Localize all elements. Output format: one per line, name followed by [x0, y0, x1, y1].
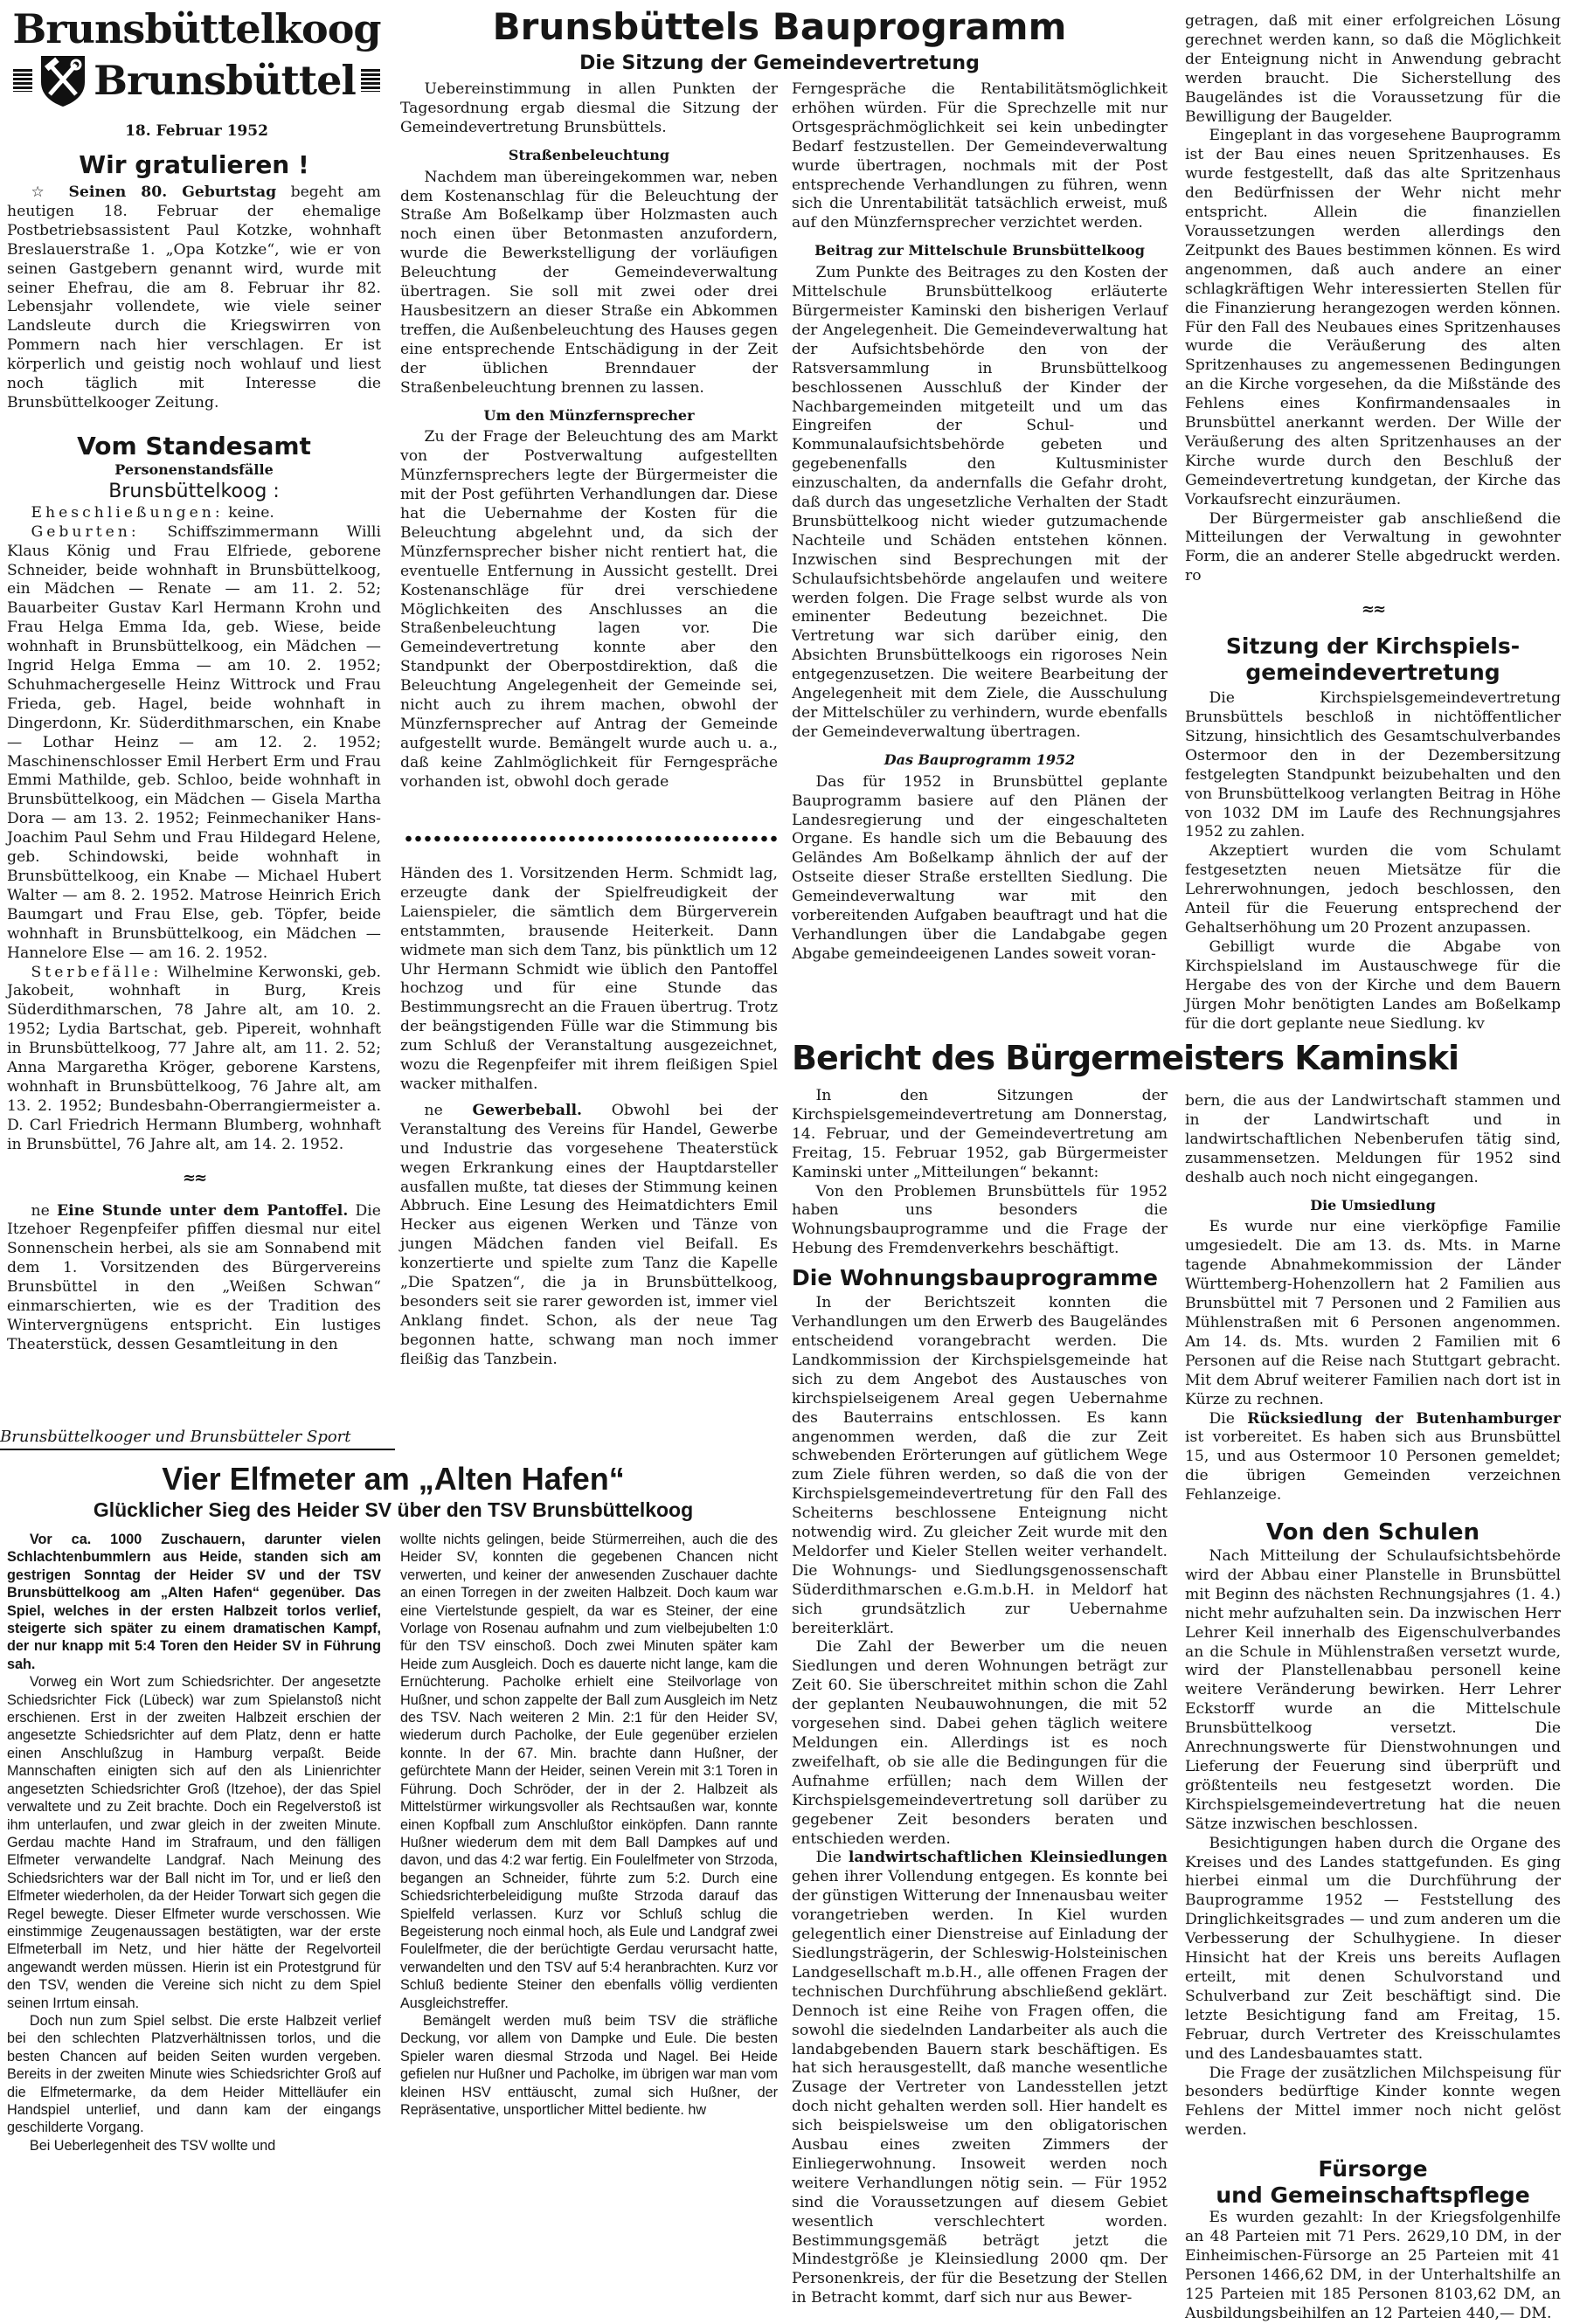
kirchspiel-p3: Gebilligt wurde die Abgabe von Kirchspielsland im Austauschwege für die Hergabe des von der Kirche und dem Bauern Jürgen Mohr benötigten Landes am Boßelkamp für die dort geplante neue Siedlung. kv: [1185, 937, 1561, 1033]
heading-umsiedlung: Die Umsiedlung: [1310, 1196, 1436, 1214]
sport-section-header: Brunsbüttelkooger und Brunsbütteler Sport: [0, 1428, 395, 1450]
heading-mittelschule: Beitrag zur Mittelschule Brunsbüttelkoog: [814, 242, 1145, 259]
schulen-p2: Besichtigungen haben durch die Organe des Kreises und des Landes stattgefunden. Es ging hierbei einmal um die Durchführung der Bauprogramme 1952 — Feststellung des Dringlichkeitsgrades — und zum anderen um die Verbesserung der Schulhygiene. In dieser Hinsicht hat der Kreis uns bereits Auflagen erteilt, mit denen Schulvorstand und Schulverband zur Zeit beschäftigt sind. Die letzte Besichtigung fand am Freitag, 15. Februar, durch Vertreter des Kreisschulamtes und des Landesbauamtes statt.: [1185, 1834, 1561, 2063]
bauprogramm-headline: Brunsbüttels Bauprogramm: [492, 5, 1067, 48]
sport-p5: Bemängelt werden muß beim TSV die sträfliche Deckung, vor allem von Dampke und Eule. Die besten Spieler waren diesmal Strzoda und Nagel. Bei Heide gefielen nur Hußner und Pacholke, im übrigen war man vom kleinen HSV enttäuscht, zumal sich Hußner, der Repräsentative, unsportlicher Mittel bediente. hw: [400, 2012, 778, 2118]
column-center-left-lower: [400, 865, 778, 1370]
schulen-p3: Die Frage der zusätzlichen Milchspeisung für besonders bedürftige Kinder konnte wegen Fehlens der Mittel immer noch nicht gelöst werden.: [1185, 2064, 1561, 2140]
masthead-title-row2: [0, 52, 393, 108]
sport-p2: Doch nun zum Spiel selbst. Die erste Halbzeit verlief bei den schlechten Platzverhältnissen torlos, und die besten Chancen auf beiden Seiten wurden vergeben. Bereits in der zweiten Minute wies Schiedsrichter Groß auf die Elfmetermarke, da dem Heider Mittelläufer ein Handspiel unterlief, und dann kam der eingangs geschilderte Vorgang.: [7, 2012, 381, 2136]
column-center-right: [792, 80, 1168, 965]
author-signature: kv: [1466, 1014, 1485, 1033]
standesamt-subtitle: Personenstandsfälle: [114, 460, 274, 478]
sport-column-right: [400, 1531, 778, 2119]
heading-schulen: Von den Schulen: [1265, 1519, 1480, 1546]
kleinsiedlungen-text: Die landwirtschaftlichen Kleinsiedlungen gehen ihrer Vollendung entgegen. Es konnte bei der günstigen Witterung der Innenausbau weiter vorangetrieben werden. In Kiel wurden gelegentlich einer Dienstreise auf Einladung der Siedlungsträgerin, der Schleswig-Holsteinischen Landgesellschaft m.b.H., alle offenen Fragen der technischen Durchführung abschließend geklärt. Dennoch ist eine Reihe von Fragen offen, die sowohl die siedelnden Landarbeiter als auch die landabgebenden Bauern stark beschäftigen. Es hat sich herausgestellt, daß manche wesentliche Zusage der Vertreter von Landesstellen jetzt doch nicht gehalten werden soll. Hier handelt es sich beispielsweise um den obligatorischen Ausbau eines zweiten Zimmers der Einliegerwohnung. Insoweit werden noch weitere Verhandlungen nötig sein. — Für 1952 sind die Voraussetzungen auf diesem Gebiet wesentlich verschlechtert worden. Bestimmungsgemäß beträgt jetzt die Mindestgröße je Kleinsiedlung 2000 qm. Der Personenkreis, der für die Besetzung der Stellen in Betracht kommt, darf sich nur aus Bewer-: [792, 1849, 1168, 2307]
gratulation-text: ☆ Seinen 80. Geburtstag begeht am heutigen 18. Februar der ehemalige Postbetriebsassistent Paul Kotzke, wohnhaft Breslauerstraße 1. „Opa Kotzke“, wie er von seinen Gastgebern genannt wird, wurde mit seiner Ehefrau, die am 8. Februar ihr 82. Lebensjahr vollendete, wie viele seiner Landsleute durch die Kriegswirren von Pommern nach hier verschlagen. Er ist körperlich und geistig noch wohlauf und liest noch täglich mit Interesse die Brunsbüttelkooger Zeitung.: [7, 183, 381, 412]
heading-wohnungsbauprogramme: Die Wohnungsbauprogramme: [792, 1265, 1158, 1291]
bauprogramm-continued: getragen, daß mit einer erfolgreichen Lösung gerechnet werden kann, so daß die Möglichkeit der Enteignung nicht in Anwendung gebracht werden braucht. Die Sicherstellung des Baugeländes ist die Voraussetzung für die Bewilligung der Baugelder.: [1185, 12, 1561, 126]
issue-date: 18. Februar 1952: [125, 122, 268, 140]
bericht-headline: Bericht des Bürgermeisters Kaminski: [792, 1039, 1459, 1077]
separator-ornament: ≈≈: [1361, 600, 1385, 619]
coat-of-arms-icon: [38, 52, 88, 108]
strassenbeleuchtung-text: Nachdem man übereingekommen war, neben dem Kostenanschlag für die Beleuchtung der Straße Am Boßelkamp über Holzmasten auch noch einen über Betonmasten anzufordern, wurde die Bewerkstelligung der vorläufigen Beleuchtung der Gemeindeverwaltung übertragen. Sie soll mit zwei oder drei Hausbesitzern an dieser Straße ein Abkommen treffen, die Außenbeleuchtung des Hauses gegen eine entsprechende Entschädigung in der Zeit der üblichen Brenndauer der Straßenbeleuchtung brennen zu lassen.: [400, 168, 778, 397]
column-center-left: [400, 80, 778, 792]
bericht-intro: In den Sitzungen der Kirchspielsgemeindevertretung am Donnerstag, 14. Februar, und der Gemeindevertretung am Freitag, 15. Februar 1952, gab Bürgermeister Kaminski unter „Mitteilungen“ bekannt:: [792, 1087, 1168, 1181]
wohnung-p1: In der Berichtszeit konnten die Verhandlungen um den Erwerb des Baugeländes entscheidend vorangebracht werden. Die Landkommission der Kirchspielsgemeinde hat sich zu dem Angebot des Austausches von kirchspielseigenem Areal gegen Uebernahme des Bauterrains entschlossen. Es kann angenommen werden, daß die zur Zeit schwebenden Erörterungen auf gütlichem Wege zum Ziele führen werden, so daß die von der Kirchspielsgemeindevertretung für den Fall des Scheiterns beschlossene Enteignung nicht notwendig wird. Zu gleicher Zeit wurde mit den Meldorfer und Kieler Stellen weiter verhandelt. Die Wohnungs- und Siedlungsgenossenschaft Süderdithmarschen e.G.m.b.H. in Meldorf hat sich grundsätzlich zur Uebernahme bereiterklärt.: [792, 1294, 1168, 1637]
pantoffel-continued: Händen des 1. Vorsitzenden Herm. Schmidt lag, erzeugte dank der Spielfreudigkeit der Laienspieler, die sämtlich dem Bürgerverein entstammten, brausende Heiterkeit. Dann widmete man sich dem Tanz, bis pünktlich um 12 Uhr Hermann Schmidt wie üblich den Pantoffel hochzog und für eine Stunde das Bestimmungsrecht an die Frauen übertrug. Trotz der beängstigenden Fülle war die Stimmung bis zum Schluß der Veranstaltung ausgezeichnet, wozu die Regenpfeifer mit ihrem fleißigen Spiel wacker mithalfen.: [400, 865, 778, 1093]
heading-bauprogramm-1952: Das Bauprogramm 1952: [884, 750, 1076, 768]
standesamt-place: Brunsbüttelkoog :: [108, 480, 280, 502]
pantoffel-article: ne Eine Stunde unter dem Pantoffel. Die Itzehoer Regenpfeifer pfiffen diesmal nur eitel Sonnenschein herbei, als sie am Sonnabend mit dem 1. Vorsitzenden des Bürgervereins Brunsbüttel in den „Weißen Schwan“ einmarschierten, wie es der Tradition des Wintervergnügens entspricht. Ein lustiges Theaterstück, dessen Gesamtleitung in den: [7, 1201, 381, 1353]
kirchspiel-title-line2: gemeindevertretung: [1245, 660, 1500, 686]
masthead: [0, 0, 393, 140]
sport-headline: Vier Elfmeter am „Alten Hafen“: [162, 1461, 625, 1497]
heading-strassenbeleuchtung: Straßenbeleuchtung: [508, 146, 670, 163]
umsiedlung-text: Es wurde nur eine vierköpfige Familie umgesiedelt. Die am 13. ds. Mts. in Marne tagende Abnahmekommission der Länder Württemberg-Hohenzollern hat 2 Familien aus Brunsbüttel mit 7 Personen und 2 Familien aus Mühlenstraßen mit 6 Personen angenommen. Am 14. ds. Mts. wurden 2 Familien mit 6 Personen auf die Reise nach Stuttgart gebracht. Mit dem Abruf weiterer Familien nach dort ist in Kürze zu rechnen.: [1185, 1218, 1561, 1408]
column-left: [7, 150, 381, 1355]
author-signature: ro: [1185, 567, 1202, 585]
heading-muenzfernsprecher: Um den Münzfernsprecher: [483, 406, 695, 424]
sport-p4: wollte nichts gelingen, beide Stürmerreihen, auch die des Heider SV, konnten die gegebenen Chancen nicht verwerten, und keiner der anwesenden Zuschauer dachte an einen Torregen in der zweiten Halbzeit. Doch kaum war eine Viertelstunde gespielt, da war es Steiner, der eine Vorlage von Rosenau aufnahm und zum vielbejubelten 1:0 für den TSV einschoß. Doch zwei Minuten später kam Heide zum Ausgleich. Doch es dauerte nicht lange, kam die Ernüchterung. Pacholke erhielt eine Steilvorlage von Hußner, und schon zappelte der Ball zum Ausgleich im Netz des TSV. Nach weiteren 2 Min. 2:1 für den Heider SV, wiederum durch Pacholke, der Eule gegenüber erzielen konnte. In der 67. Min. brachte dann Hußner, der gefürchtete Mann der Heider, seinen Verein mit 3:1 Toren in Führung. Doch Schröder, der in der 2. Halbzeit als Mittelstürmer wirkungsvoller als Rechtsaußen war, konnte einen Kopfball zum Anschlußtor einköpfen. Dann rannte Hußner wiederum dem mit dem Ball Dampkes auf und davon, und das 4:2 war fertig. Ein Foulelfmeter von Strzoda, begangen an Schneider, führte zum 5:2. Durch eine Schiedsrichterbeleidigung mußte Strzoda darauf das Spielfeld verlassen. Kurz vor Schluß schlug die Begeisterung noch einmal hoch, als Eule und Landgraf zwei Foulelfmeter, die der berüchtigte Gerdau verursacht hatte, verwandelten und den TSV auf 5:4 heranbrachten. Kurz vor Schluß bediente Steiner den ebenfalls völlig verdienten Ausgleichstreffer.: [400, 1532, 778, 2011]
star-icon: ☆: [31, 183, 54, 201]
diamond-rule: [404, 835, 778, 842]
sport-column-left: [7, 1531, 381, 2155]
standesamt-marriages: Eheschließungen: keine.: [31, 503, 274, 522]
kirchspiel-p1: Die Kirchspielsgemeindevertretung Brunsbüttels beschloß in nichtöffentlicher Sitzung, hinsichtlich des Gesamtschulverbandes Ostermoor den in der Dezembersitzung festgelegten Standpunkt beizubehalten und den von Brunsbüttelkoog verlangten Beitrag in Höhe von 1032 DM im Laufe des Rechnungsjahres 1952 zu zahlen.: [1185, 689, 1561, 841]
kleinsiedlungen-continued: bern, die aus der Landwirtschaft stammen und in der Landwirtschaft und in landwirtschaftlichen Nebenberufen tätig sind, zusammensetzen. Meldungen für 1952 sind deshalb auch noch nicht eingegangen.: [1185, 1092, 1561, 1186]
standesamt-title: Vom Standesamt: [77, 431, 311, 460]
sport-lead: Vor ca. 1000 Zuschauern, darunter vielen Schlachtenbummlern aus Heide, standen sich am gestrigen Sonntag der Heider SV und der TSV Brunsbüttelkoog am „Alten Hafen“ gegenüber. Das Spiel, welches in der ersten Halbzeit torlos verlief, steigerte sich später zu einem dramatischen Kampf, der nur knapp mit 5:4 Toren den Heider SV in Führung sah.: [7, 1532, 381, 1672]
bauprogramm-intro: Uebereinstimmung in allen Punkten der Tagesordnung ergab diesmal die Sitzung der Gemeindevertretung Brunsbüttels.: [400, 80, 778, 136]
muenzfernsprecher-continued: Ferngespräche die Rentabilitätsmöglichkeit erhöhen würden. Für die Sprechzelle mit nur Ortsgesprächmöglichkeit sei kein unbedingter Bedarf festzustellen. Der Gemeindeverwaltung wurde übertragen, nochmals mit der Post entsprechende Verhandlungen zu führen, wenn sich die Unrentabilität tatsächlich erweist, muß auf den Münzfernsprecher verzichtet werden.: [792, 80, 1168, 232]
bauprogramm-1952-text: Das für 1952 in Brunsbüttel geplante Bauprogramm basiere auf den Plänen der Landesregierung und der eingeschalteten Organe. Es handle sich um die Bebauung des Geländes Am Boßelkamp ähnlich der auf der Ostseite dieser Straße erstellten Siedlung. Die Gemeindeverwaltung war mit den vorbereitenden Aufgaben beauftragt und hat die Verhandlungen über die Landabgabe gegen Abgabe gemeindeeigenen Landes soweit voran-: [792, 772, 1168, 963]
sport-p1: Vorweg ein Wort zum Schiedsrichter. Der angesetzte Schiedsrichter Fick (Lübeck) war zum Spielanstoß nicht erschienen. Erst in der zweiten Halbzeit erschien der angesetzte Schiedsrichter auf dem Platz, denn er hatte einen Anschlußzug in Hamburg verpaßt. Beide Mannschaften einigten sich auf den als Linienrichter angesetzten Schiedsrichter Groß (Itzehoe), der das Spiel verwaltete und zu Zeit brachte. Doch ein Regelverstoß ist ihm unterlaufen, und zwar gleich in der zweiten Minute. Gerdau machte Hand im Strafraum, und den fälligen Elfmeter verwandelte Landgraf. Nach Meinung des Schiedsrichters war der Ball nicht im Tor, und er ließ den Elfmeter wiederholen, da der Heider Torwart sich gegen die Regel bewegte. Dieser Elfmeter wurde verschossen. Wie einstimmige Zeugenaussagen bestätigten, war der erste Elfmeterball im Netz, und hier hätte der Regelvorteil angewandt werden müssen. Hierin ist ein Protestgrund für den TSV, wenden die Vereine sich nicht zu dem Spiel seinen Irrtum einsah.: [7, 1674, 381, 2011]
spritzenhaus-text: Eingeplant in das vorgesehene Bauprogramm ist der Bau eines neuen Spritzenhauses. Es wurde festgestellt, daß das alte Spritzenhaus den Bedürfnissen der Wehr nicht mehr entspricht. Allein die finanziellen Voraussetzungen werden allerdings den Zeitpunkt des Baues bestimmen können. Es wird angenommen, daß auch andere an einer schlagkräftigen Wehr interessierten Stellen für die Finanzierung herangezogen werden können. Für den Fall des Neubaues eines Spritzenhauses wurde die Veräußerung des alten Spritzenhauses zu angemessenen Bedingungen an die Kirche vorgesehen, da die Mißstände des Fehlens eines Konfirmandensaales in Brunsbüttel anerkannt werden. Der Wille der Veräußerung des alten Spritzenhauses an der Kirche wurde durch den Beschluß der Gemeindevertretung kundgetan, der Kirche das Vorkaufsrecht einzuräumen.: [1185, 127, 1561, 508]
heading-fuersorge-line2: und Gemeinschaftspflege: [1216, 2182, 1530, 2209]
ruecksiedlung-text: Die Rücksiedlung der Butenhamburger ist vorbereitet. Es haben sich aus Brunsbüttel 15, und aus Ostermoor 10 Personen gemeldet; die übrigen Gemeinden verzeichnen Fehlanzeige.: [1185, 1409, 1561, 1504]
bericht-p2: Von den Problemen Brunsbüttels für 1952 haben uns besonders die Wohnungsbauprogramme und die Frage der Hebung des Fremdenverkehrs beschäftigt.: [792, 1182, 1168, 1258]
separator-ornament: ≈≈: [182, 1168, 206, 1187]
kirchspiel-p2: Akzeptiert wurden die vom Schulamt festgesetzten neuen Mietsätze für die Lehrerwohnungen, jedoch beschlossen, den Anteil für die Feuerung entsprechend der Gehaltserhöhung um 20 Prozent anzupassen.: [1185, 842, 1561, 937]
heading-fuersorge-line1: Fürsorge: [1318, 2156, 1428, 2182]
author-signature: hw: [688, 2102, 707, 2118]
mittelschule-text: Zum Punkte des Beitrages zu den Kosten der Mittelschule Brunsbüttelkoog erläuterte Bürgermeister Kaminski den bisherigen Verlauf der Angelegenheit. Die Gemeindeverwaltung hat der Aufsichtsbehörde den von der Ratsversammlung in Brunsbüttelkoog beschlossenen Ausschluß der Kinder der Nachbargemeinden mitgeteilt und um das Eingreifen der Schul- und Kommunalaufsichtsbehörde gebeten und gegebenenfalls den Kultusminister einzuschalten, da andernfalls die Gefahr droht, daß durch das ungesetzliche Verhalten der Stadt Brunsbüttelkoog nicht wieder gutzumachende Nachteile und Schäden entstehen können. Inzwischen sind Besprechungen mit der Schulaufsichtsbehörde angelaufen und weitere werden folgen. Die Frage selbst wurde als von eminenter Bedeutung bezeichnet. Die Vertretung war sich darüber einig, den Absichten Brunsbüttelkoogs ein rigoroses Nein entgegenzusetzen. Die weitere Bearbeitung der Angelegenheit mit dem Ziele, die Ausschulung der Mittelschüler zu verhindern, wurde ebenfalls der Gemeindeverwaltung übertragen.: [792, 264, 1168, 741]
sport-p3: Bei Ueberlegenheit des TSV wollte und: [29, 2137, 276, 2154]
ribbon-right-icon: [361, 69, 380, 92]
bauprogramm-subheadline: Die Sitzung der Gemeindevertretung: [579, 52, 980, 74]
gewerbeball-article: ne Gewerbeball. Obwohl bei der Veranstaltung des Vereins für Handel, Gewerbe und Industrie das vorgesehene Theaterstück wegen Erkrankung eines der Hauptdarsteller ausfallen mußte, tat dieses der Stimmung keinen Abbruch. Eine Lesung des Heimatdichters Emil Hecker aus eigenen Werken und Tänze von jungen Mädchen fanden viel Beifall. Es konzertierte und spielte zum Tanz die Kapelle „Die Spatzen“, die ja in Brunsbüttelkoog, besonders seit sie rarer geworden ist, immer viel Anklang findet. Schon, als der neue Tag begonnen hatte, schwang man noch immer fleißig das Tanzbein.: [400, 1101, 778, 1368]
bericht-column-left: [792, 1087, 1168, 2308]
sport-subheadline: Glücklicher Sieg des Heider SV über den TSV Brunsbüttelkoog: [93, 1498, 694, 1521]
column-right: [1185, 12, 1561, 1034]
ribbon-left-icon: [13, 69, 32, 92]
mitteilungen-text: Der Bürgermeister gab anschließend die Mitteilungen der Verwaltung in gewohnter Form, die an anderer Stelle abgedruckt werden. ro: [1185, 509, 1561, 585]
schulen-p1: Nach Mitteilung der Schulaufsichtsbehörde wird der Abbau einer Planstelle in Brunsbüttel mit Beginn des nächsten Rechnungsjahres (1. 4.) nicht mehr aufzuhalten sein. Da inzwischen Herr Lehrer Keil innerhalb des Eigenschulverbandes an die Schule in Mühlenstraßen versetzt wurde, wird der Planstellenabbau personell keine weitere Veränderung bewirken. Herr Lehrer Eckstorff wurde an die Mittelschule Brunsbüttelkoog versetzt. Die Anrechnungswerte für Dienstwohnungen und Lieferung der Feuerung sind überprüft und größtenteils neu festgesetzt worden. Die Kirchspielsgemeindevertretung hat die neuen Sätze inzwischen beschlossen.: [1185, 1547, 1561, 1833]
standesamt-deaths: Sterbefälle: Wilhelmine Kerwonski, geb. Jakobeit, wohnhaft in Burg, Kreis Süderdithmarschen, 78 Jahre alt, am 10. 2. 1952; Lydia Bartschat, geb. Pipereit, wohnhaft in Brunsbüttelkoog, 77 Jahre alt, am 11. 2. 52; Anna Margaretha Kröger, geborene Karstens, wohnhaft in Brunsbüttelkoog, 76 Jahre alt, am 13. 2. 1952; Bundesbahn-Oberrangiermeister a. D. Carl Friedrich Hermann Blumberg, wohnhaft in Brunsbüttel, 76 Jahre alt, am 14. 2. 1952.: [7, 963, 381, 1153]
masthead-title-line2: Brunsbüttel: [94, 57, 356, 104]
wohnung-p2: Die Zahl der Bewerber um die neuen Siedlungen und deren Wohnungen beträgt zur Zeit 60. Sie überschreitet mithin schon die Zahl der geplanten Neubauwohnungen, die mit 52 vorgesehen sind. Dabei gehen täglich weitere Meldungen ein. Allerdings ist es noch zweifelhaft, ob sie alle die Bedingungen für die Aufnahme erfüllen; nach dem Willen der Kirchspielsgemeindevertretung soll darüber zu gegebener Zeit besonders beraten und entschieden werden.: [792, 1638, 1168, 1848]
kirchspiel-title-line1: Sitzung der Kirchspiels-: [1225, 633, 1521, 660]
masthead-title-line1: Brunsbüttelkoog: [12, 5, 381, 52]
gratulation-title: Wir gratulieren !: [79, 150, 309, 179]
bericht-column-right: [1185, 1092, 1561, 2324]
fuersorge-text: Es wurden gezahlt: In der Kriegsfolgenhilfe an 48 Parteien mit 71 Pers. 2629,10 DM, in der Einheimischen-Fürsorge an 25 Parteien mit 41 Personen 1466,62 DM, in der Unterhaltshilfe an 125 Parteien mit 185 Personen 8103,62 DM, an Ausbildungsbeihilfen an 12 Parteien 440,— DM.: [1185, 2209, 1561, 2322]
standesamt-births: Geburten: Schiffszimmermann Willi Klaus König und Frau Elfriede, geborene Schneider, beide wohnhaft in Brunsbüttelkoog, ein Mädchen — Renate — am 11. 2. 52; Bauarbeiter Gustav Karl Hermann Krohn und Frau Helga Emma Ida, geb. Wiese, beide wohnhaft in Brunsbüttelkoog, ein Mädchen — Ingrid Helga Emma — am 10. 2. 1952; Schuhmachergeselle Heinz Wittrock und Frau Frieda, geb. Hagel, beide wohnhaft in Dingerdonn, Kr. Süderdithmarschen, ein Knabe — Lothar Heinz — am 12. 2. 1952; Maschinenschlosser Emil Herbert Erm und Frau Emmi Mathilde, geb. Schloo, beide wohnhaft in Brunsbüttelkoog, ein Mädchen — Gisela Martha Dora — am 13. 2. 1952; Feinmechaniker Hans-Joachim Paul Sehm und Frau Hildegard Helene, geb. Schindowski, beide wohnhaft in Brunsbüttelkoog, ein Knabe — Michael Hubert Walter — am 8. 2. 1952. Matrose Heinrich Erich Baumgart und Frau Else, geb. Töpfer, beide wohnhaft in Brunsbüttelkoog, ein Mädchen — Hannelore Else — am 16. 2. 1952.: [7, 522, 381, 962]
muenzfernsprecher-text: Zu der Frage der Beleuchtung des am Markt von der Postverwaltung aufgestellten Münzfernsprechers legte der Bürgermeister die mit der Post geführten Verhandlungen dar. Diese hat die Uebernahme der Kosten für die Beleuchtung abgelehnt und, da sich der Münzfernsprecher bisher nicht rentiert hat, die eventuelle Entfernung in Aussicht gestellt. Drei Kostenanschläge für drei verschiedene Möglichkeiten des Anschlusses an die Straßenbeleuchtung lagen vor. Die Gemeindevertretung konnte aber den Standpunkt der Oberpostdirektion, daß die Beleuchtung Angelegenheit der Gemeinde sei, nicht auch zu ihrem machen, obwohl der Münzfernsprecher auf Antrag der Gemeinde aufgestellt wurde. Bemängelt wurde auch u. a., daß keine Zahlmöglichkeit für Ferngespräche vorhanden ist, obwohl doch gerade: [400, 428, 778, 791]
